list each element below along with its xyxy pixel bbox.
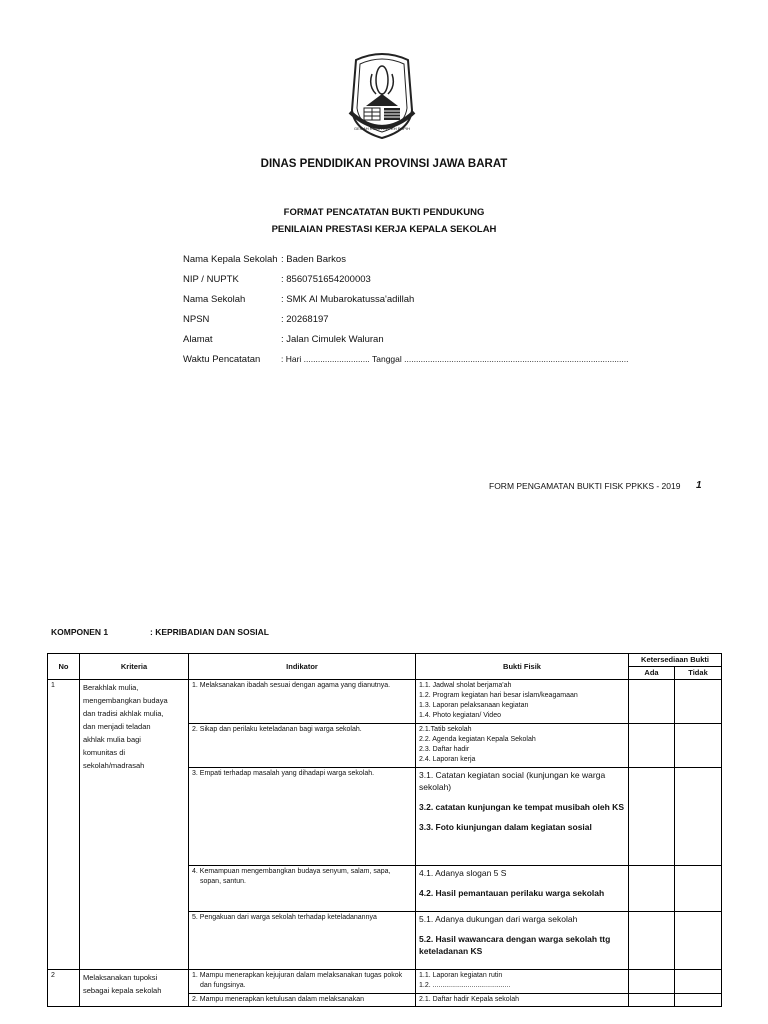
bukti-item: 1.1. Jadwal sholat berjama'ah: [419, 682, 512, 689]
bukti-cell: [416, 768, 629, 866]
tidak-checkbox-cell[interactable]: [675, 912, 722, 970]
tidak-checkbox-cell[interactable]: [675, 768, 722, 866]
bukti-cell: [416, 970, 629, 994]
info-label: Nama Kepala Sekolah: [183, 254, 278, 265]
ada-checkbox-cell[interactable]: [629, 970, 675, 994]
kriteria-cell: [80, 680, 189, 970]
bukti-cell: [416, 912, 629, 970]
info-row-recording-time: [183, 354, 629, 365]
bukti-item: 3.1. Catatan kegiatan social (kunjungan ke warga sekolah): [419, 770, 606, 792]
indikator-cell: [189, 724, 416, 768]
tidak-checkbox-cell[interactable]: [675, 724, 722, 768]
header-no: No: [48, 654, 80, 680]
bukti-item: 3.2. catatan kunjungan ke tempat musibah oleh KS: [419, 802, 624, 812]
komponen-name: : KEPRIBADIAN DAN SOSIAL: [150, 627, 270, 637]
bukti-item: 1.1. Laporan kegiatan rutin: [419, 972, 503, 979]
tidak-checkbox-cell[interactable]: [675, 680, 722, 724]
bukti-item: 1.4. Photo kegiatan/ Video: [419, 712, 501, 719]
bukti-item: 4.1. Adanya slogan 5 S: [419, 868, 507, 878]
bukti-item: 1.2. ........................................: [419, 982, 511, 989]
kriteria-line: dan menjadi teladan: [83, 722, 151, 731]
bukti-item: 1.3. Laporan pelaksanaan kegiatan: [419, 702, 529, 709]
info-value: : Jalan Cimulek Waluran: [281, 334, 384, 345]
info-label: NPSN: [183, 314, 210, 325]
indikator-cell: [189, 912, 416, 970]
bukti-item: 3.3. Foto kiunjungan dalam kegiatan sosial: [419, 822, 592, 832]
indikator-cell: [189, 994, 416, 1007]
kriteria-line: komunitas di: [83, 748, 126, 757]
ada-checkbox-cell[interactable]: [629, 768, 675, 866]
bukti-item: 2.2. Agenda kegiatan Kepala Sekolah: [419, 736, 536, 743]
header-tidak: Tidak: [675, 667, 722, 680]
header-kriteria: Kriteria: [80, 654, 189, 680]
indikator-cell: [189, 970, 416, 994]
agency-title: DINAS PENDIDIKAN PROVINSI JAWA BARAT: [260, 158, 508, 170]
west-java-provincial-emblem-icon: [344, 50, 420, 140]
indikator-cell: [189, 768, 416, 866]
info-value: : Baden Barkos: [281, 254, 346, 265]
table-row: [48, 970, 722, 994]
bukti-cell: [416, 724, 629, 768]
bukti-cell: [416, 680, 629, 724]
bukti-item: 4.2. Hasil pemantauan perilaku warga sekolah: [419, 888, 605, 898]
tidak-checkbox-cell[interactable]: [675, 866, 722, 912]
info-label: Alamat: [183, 334, 213, 345]
ada-checkbox-cell[interactable]: [629, 724, 675, 768]
indikator-cell: [189, 866, 416, 912]
info-row-principal-name: [183, 254, 346, 265]
tidak-checkbox-cell[interactable]: [675, 994, 722, 1007]
info-row-nip: [183, 274, 371, 285]
info-label: Waktu Pencatatan: [183, 354, 261, 365]
indikator-text: 4. Kemampuan mengembangkan budaya senyum, salam, sapa, sopan, santun.: [192, 868, 391, 885]
bukti-item: 5.1. Adanya dukungan dari warga sekolah: [419, 914, 578, 924]
info-label: NIP / NUPTK: [183, 274, 239, 285]
kriteria-line: sebagai kepala sekolah: [83, 986, 162, 995]
page-number: 1: [696, 480, 702, 491]
kriteria-cell: [80, 970, 189, 1007]
indikator-cell: [189, 680, 416, 724]
header-ketersediaan: Ketersediaan Bukti: [629, 654, 722, 667]
page-footer: FORM PENGAMATAN BUKTI FISK PPKKS - 2019: [489, 481, 681, 491]
kriteria-line: Melaksanakan tupoksi: [83, 973, 158, 982]
row-number: 2: [48, 970, 80, 1007]
form-title-line-1: FORMAT PENCATATAN BUKTI PENDUKUNG: [283, 207, 485, 218]
kriteria-line: dan tradisi akhlak mulia,: [83, 709, 164, 718]
bukti-item: 2.4. Laporan kerja: [419, 756, 476, 763]
ada-checkbox-cell[interactable]: [629, 866, 675, 912]
kriteria-line: akhlak mulia bagi: [83, 735, 141, 744]
kriteria-line: sekolah/madrasah: [83, 761, 145, 770]
info-label: Nama Sekolah: [183, 294, 246, 305]
info-row-school-name: [183, 294, 414, 305]
komponen-label: KOMPONEN 1: [51, 627, 109, 637]
kriteria-line: Berakhlak mulia,: [83, 683, 139, 692]
header-bukti-fisik: Bukti Fisik: [416, 654, 629, 680]
indikator-text: 3. Empati terhadap masalah yang dihadapi warga sekolah.: [192, 770, 375, 777]
info-value: : 20268197: [281, 314, 329, 325]
indikator-text: 2. Mampu menerapkan ketulusan dalam melaksanakan: [192, 996, 364, 1003]
bukti-item: 2.1.Tatib sekolah: [419, 726, 472, 733]
bukti-item: 5.2. Hasil wawancara dengan warga sekolah ttg keteladanan KS: [419, 934, 611, 956]
header-ada: Ada: [629, 667, 675, 680]
indikator-text: 2. Sikap dan perilaku keteladanan bagi warga sekolah.: [192, 726, 362, 733]
bukti-cell: [416, 866, 629, 912]
info-row-address: [183, 334, 384, 345]
table-row: [48, 680, 722, 724]
info-row-npsn: [183, 314, 329, 325]
ada-checkbox-cell[interactable]: [629, 912, 675, 970]
info-value: : SMK Al Mubarokatussa'adillah: [281, 294, 415, 305]
kriteria-line: mengembangkan budaya: [83, 696, 168, 705]
info-value: : Hari ............................ Tanggal ...............................................................................................: [281, 354, 629, 364]
assessment-table: [47, 653, 722, 1007]
form-title-line-2: PENILAIAN PRESTASI KERJA KEPALA SEKOLAH: [271, 224, 497, 235]
indikator-text: 1. Melaksanakan ibadah sesuai dengan agama yang dianutnya.: [192, 682, 391, 689]
info-value: : 8560751654200003: [281, 274, 371, 285]
bukti-item: 2.3. Daftar hadir: [419, 746, 470, 753]
bukti-item: 2.1. Daftar hadir Kepala sekolah: [419, 996, 520, 1003]
header-indikator: Indikator: [189, 654, 416, 680]
bukti-cell: [416, 994, 629, 1007]
ada-checkbox-cell[interactable]: [629, 680, 675, 724]
row-number: 1: [48, 680, 80, 970]
bukti-item: 1.2. Program kegiatan hari besar islam/keagamaan: [419, 692, 578, 699]
indikator-text: 5. Pengakuan dari warga sekolah terhadap keteladanannya: [192, 914, 377, 921]
west-java-emblem-logo: [344, 50, 420, 140]
ada-checkbox-cell[interactable]: [629, 994, 675, 1007]
logo-motto: GEMAH RIPAH REPEH RAPIH: [354, 126, 410, 131]
indikator-text: 1. Mampu menerapkan kejujuran dalam melaksanakan tugas pokok dan fungsinya.: [192, 972, 403, 989]
tidak-checkbox-cell[interactable]: [675, 970, 722, 994]
